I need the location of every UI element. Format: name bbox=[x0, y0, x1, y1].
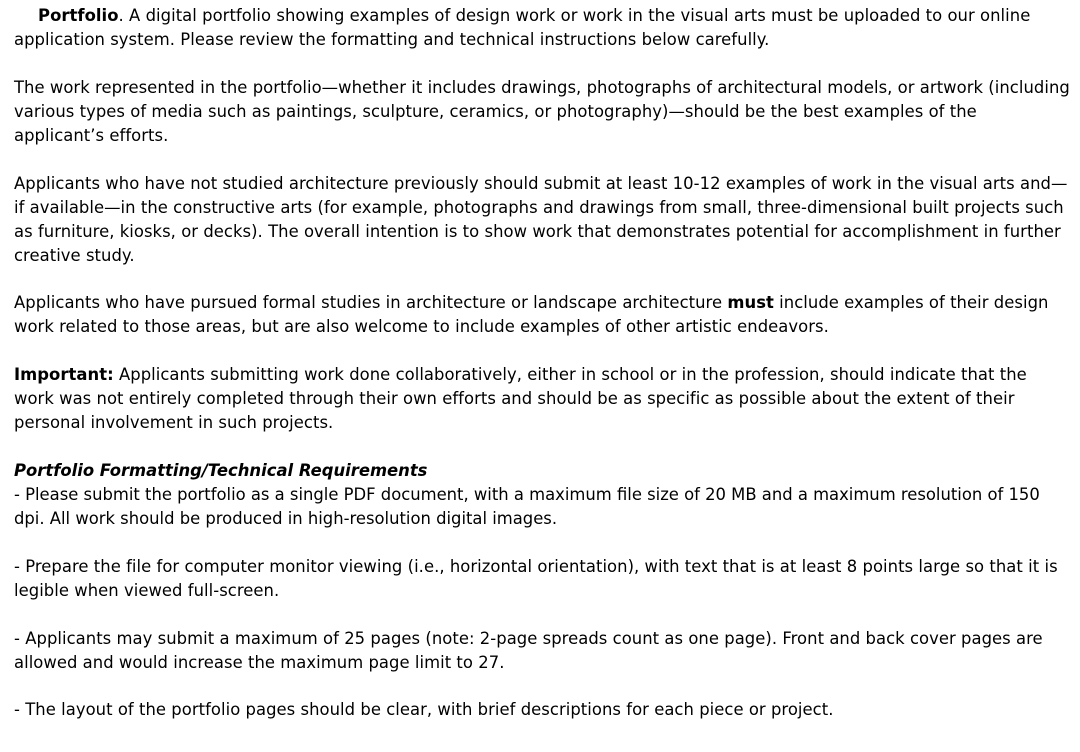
intro-text: . A digital portfolio showing examples of design work or work in the visual arts must be uploaded to our online application system. Please review the formatting and technical instructions below carefully. bbox=[14, 6, 1031, 49]
requirements-section bbox=[14, 459, 1070, 531]
portfolio-label: Portfolio bbox=[38, 6, 119, 25]
portfolio-content-paragraph: The work represented in the portfolio—whether it includes drawings, photographs of architectural models, or artwork (including various types of media such as paintings, sculpture, ceramics, or photography)—should be the best examples of the applicant’s efforts. bbox=[14, 77, 1070, 145]
requirement-item-2: - Prepare the file for computer monitor viewing (i.e., horizontal orientation), with text that is at least 8 points large so that it is legible when viewed full-screen. bbox=[14, 556, 1058, 600]
must-emphasis: must bbox=[727, 293, 774, 313]
requirement-item-1: - Please submit the portfolio as a single PDF document, with a maximum file size of 20 MB and a maximum resolution of 150 dpi. All work should be produced in high-resolution digital images. bbox=[14, 484, 1040, 528]
requirement-item-3: - Applicants may submit a maximum of 25 pages (note: 2-page spreads count as one page). Front and back cover pages are allowed and would increase the maximum page limit to 27. bbox=[14, 628, 1043, 672]
p3-before: Applicants who have pursued formal studies in architecture or landscape architecture bbox=[14, 293, 728, 313]
non-architecture-applicants-paragraph: Applicants who have not studied architecture previously should submit at least 10-12 examples of work in the visual arts and—if available—in the constructive arts (for example, photographs and drawings from small, three-dimensional built projects such as furniture, kiosks, or decks). The overall intention is to show work that demonstrates potential for accomplishment in further creative study. bbox=[14, 173, 1068, 265]
architecture-applicants-paragraph bbox=[14, 291, 1070, 339]
important-text: Applicants submitting work done collaboratively, either in school or in the profession, should indicate that the work was not entirely completed through their own efforts and should be as specific as possible about the extent of their personal involvement in such projects. bbox=[14, 365, 1027, 433]
p3-after: include examples of their design work related to those areas, but are also welcome to include examples of other artistic endeavors. bbox=[14, 293, 1049, 337]
intro-paragraph bbox=[14, 4, 1070, 52]
important-paragraph bbox=[14, 363, 1070, 435]
important-label: Important: bbox=[14, 365, 114, 385]
requirements-heading: Portfolio Formatting/Technical Requirements bbox=[14, 460, 428, 480]
requirement-item-4: - The layout of the portfolio pages should be clear, with brief descriptions for each piece or project. bbox=[14, 700, 834, 720]
